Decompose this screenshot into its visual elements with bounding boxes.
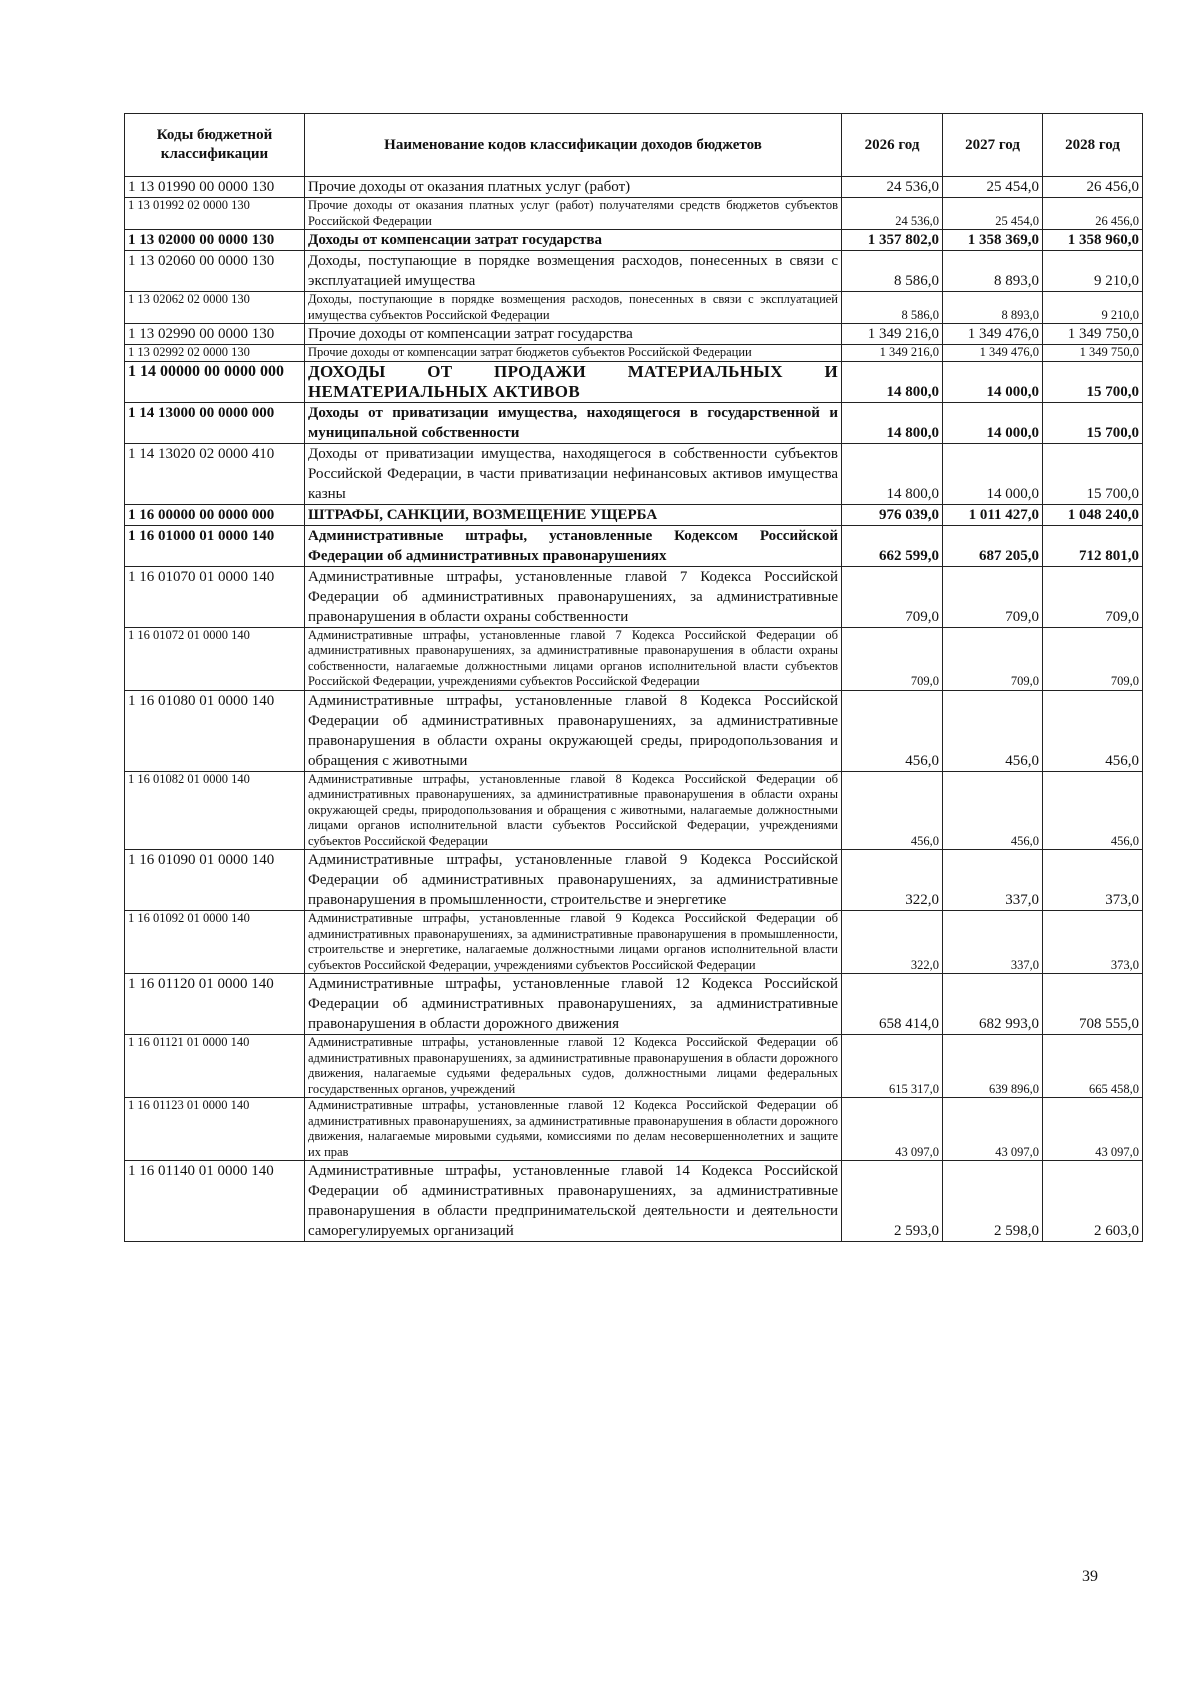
row-code: 1 16 01140 01 0000 140 [125, 1161, 305, 1242]
row-code: 1 16 01070 01 0000 140 [125, 566, 305, 627]
row-name: Административные штрафы, установленные главой 7 Кодекса Российской Федерации об административных правонарушениях, за административные правонарушения в области охраны собственности, налагаемые должностными лицами органов исполнительной власти субъектов Российской Федерации, учреждениями субъектов Российской Федерации [305, 627, 842, 690]
row-value-2028: 15 700,0 [1043, 402, 1143, 443]
row-name: ДОХОДЫ ОТ ПРОДАЖИ МАТЕРИАЛЬНЫХ И НЕМАТЕРИАЛЬНЫХ АКТИВОВ [305, 361, 842, 402]
row-value-2026: 456,0 [842, 690, 943, 771]
row-value-2028: 708 555,0 [1043, 974, 1143, 1035]
row-value-2026: 14 800,0 [842, 361, 943, 402]
table-row [125, 690, 1143, 771]
table-row [125, 566, 1143, 627]
row-code: 1 16 01121 01 0000 140 [125, 1035, 305, 1098]
row-code: 1 16 00000 00 0000 000 [125, 504, 305, 525]
row-code: 1 16 01000 01 0000 140 [125, 525, 305, 566]
row-name: Прочие доходы от оказания платных услуг (работ) получателями средств бюджетов субъектов Российской Федерации [305, 198, 842, 230]
row-value-2027: 14 000,0 [943, 361, 1043, 402]
row-value-2028: 456,0 [1043, 771, 1143, 850]
row-value-2027: 337,0 [943, 911, 1043, 974]
row-value-2026: 24 536,0 [842, 177, 943, 198]
row-value-2027: 1 349 476,0 [943, 324, 1043, 345]
row-value-2027: 709,0 [943, 627, 1043, 690]
row-value-2027: 14 000,0 [943, 402, 1043, 443]
row-value-2026: 8 586,0 [842, 251, 943, 292]
table-header-row [125, 114, 1143, 177]
row-name: Административные штрафы, установленные главой 9 Кодекса Российской Федерации об административных правонарушениях, за административные правонарушения в промышленности, строительстве и энергетике, налагаемые должностными лицами органов исполнительной власти субъектов Российской Федерации, учреждениями субъектов Российской Федерации [305, 911, 842, 974]
row-value-2027: 682 993,0 [943, 974, 1043, 1035]
table-row [125, 251, 1143, 292]
row-name: Административные штрафы, установленные главой 12 Кодекса Российской Федерации об административных правонарушениях, за административные правонарушения в области дорожного движения, налагаемые мировыми судьями, комиссиями по делам несовершеннолетних и защите их прав [305, 1098, 842, 1161]
row-value-2027: 639 896,0 [943, 1035, 1043, 1098]
row-name: Административные штрафы, установленные главой 8 Кодекса Российской Федерации об административных правонарушениях, за административные правонарушения в области охраны окружающей среды, природопользования и обращения с животными [305, 690, 842, 771]
table-row [125, 361, 1143, 402]
row-value-2028: 712 801,0 [1043, 525, 1143, 566]
table-row [125, 850, 1143, 911]
row-name: Доходы, поступающие в порядке возмещения расходов, понесенных в связи с эксплуатацией имущества субъектов Российской Федерации [305, 292, 842, 324]
row-value-2027: 8 893,0 [943, 292, 1043, 324]
row-code: 1 16 01123 01 0000 140 [125, 1098, 305, 1161]
row-value-2026: 976 039,0 [842, 504, 943, 525]
row-code: 1 14 13020 02 0000 410 [125, 443, 305, 504]
row-code: 1 16 01082 01 0000 140 [125, 771, 305, 850]
row-value-2026: 43 097,0 [842, 1098, 943, 1161]
row-code: 1 14 13000 00 0000 000 [125, 402, 305, 443]
row-value-2027: 456,0 [943, 690, 1043, 771]
row-code: 1 13 02992 02 0000 130 [125, 345, 305, 362]
row-code: 1 16 01072 01 0000 140 [125, 627, 305, 690]
row-value-2026: 658 414,0 [842, 974, 943, 1035]
row-value-2028: 9 210,0 [1043, 292, 1143, 324]
table-row [125, 324, 1143, 345]
page-number: 39 [1082, 1568, 1098, 1585]
row-value-2027: 14 000,0 [943, 443, 1043, 504]
table-row [125, 525, 1143, 566]
table-row [125, 1035, 1143, 1098]
table-row [125, 443, 1143, 504]
row-value-2026: 8 586,0 [842, 292, 943, 324]
row-value-2026: 2 593,0 [842, 1161, 943, 1242]
row-value-2026: 1 357 802,0 [842, 230, 943, 251]
header-code: Коды бюджетной классификации [125, 114, 305, 177]
row-value-2028: 26 456,0 [1043, 198, 1143, 230]
row-value-2028: 9 210,0 [1043, 251, 1143, 292]
row-value-2028: 709,0 [1043, 566, 1143, 627]
row-name: ШТРАФЫ, САНКЦИИ, ВОЗМЕЩЕНИЕ УЩЕРБА [305, 504, 842, 525]
row-value-2027: 1 349 476,0 [943, 345, 1043, 362]
table-row [125, 230, 1143, 251]
row-value-2028: 373,0 [1043, 850, 1143, 911]
row-code: 1 16 01120 01 0000 140 [125, 974, 305, 1035]
row-value-2026: 1 349 216,0 [842, 324, 943, 345]
row-code: 1 14 00000 00 0000 000 [125, 361, 305, 402]
row-value-2026: 456,0 [842, 771, 943, 850]
table-row [125, 627, 1143, 690]
row-name: Доходы от приватизации имущества, находящегося в государственной и муниципальной собственности [305, 402, 842, 443]
row-name: Прочие доходы от компенсации затрат бюджетов субъектов Российской Федерации [305, 345, 842, 362]
row-value-2026: 709,0 [842, 566, 943, 627]
header-2026: 2026 год [842, 114, 943, 177]
header-name: Наименование кодов классификации доходов бюджетов [305, 114, 842, 177]
row-value-2027: 709,0 [943, 566, 1043, 627]
row-value-2028: 43 097,0 [1043, 1098, 1143, 1161]
table-row [125, 345, 1143, 362]
row-code: 1 13 01990 00 0000 130 [125, 177, 305, 198]
row-value-2027: 43 097,0 [943, 1098, 1043, 1161]
budget-revenue-table [124, 113, 1143, 1242]
table-row [125, 1161, 1143, 1242]
row-value-2026: 1 349 216,0 [842, 345, 943, 362]
row-value-2026: 709,0 [842, 627, 943, 690]
row-value-2028: 456,0 [1043, 690, 1143, 771]
row-value-2027: 337,0 [943, 850, 1043, 911]
table-row [125, 292, 1143, 324]
row-name: Доходы от компенсации затрат государства [305, 230, 842, 251]
row-value-2028: 1 349 750,0 [1043, 345, 1143, 362]
row-value-2026: 615 317,0 [842, 1035, 943, 1098]
row-code: 1 16 01092 01 0000 140 [125, 911, 305, 974]
table-row [125, 974, 1143, 1035]
table-row [125, 177, 1143, 198]
row-value-2026: 24 536,0 [842, 198, 943, 230]
row-value-2028: 1 048 240,0 [1043, 504, 1143, 525]
row-code: 1 16 01090 01 0000 140 [125, 850, 305, 911]
row-value-2028: 1 358 960,0 [1043, 230, 1143, 251]
row-name: Административные штрафы, установленные главой 9 Кодекса Российской Федерации об административных правонарушениях, за административные правонарушения в промышленности, строительстве и энергетике [305, 850, 842, 911]
table-row [125, 402, 1143, 443]
row-value-2028: 665 458,0 [1043, 1035, 1143, 1098]
row-value-2028: 373,0 [1043, 911, 1143, 974]
row-code: 1 13 01992 02 0000 130 [125, 198, 305, 230]
row-value-2027: 8 893,0 [943, 251, 1043, 292]
row-value-2028: 26 456,0 [1043, 177, 1143, 198]
row-value-2027: 2 598,0 [943, 1161, 1043, 1242]
row-value-2026: 322,0 [842, 850, 943, 911]
row-name: Административные штрафы, установленные главой 8 Кодекса Российской Федерации об административных правонарушениях, за административные правонарушения в области охраны окружающей среды, природопользования и обращения с животными, налагаемые должностными лицами органов исполнительной власти субъектов Российской Федерации, учреждениями субъектов Российской Федерации [305, 771, 842, 850]
row-code: 1 16 01080 01 0000 140 [125, 690, 305, 771]
row-name: Административные штрафы, установленные главой 12 Кодекса Российской Федерации об административных правонарушениях, за административные правонарушения в области дорожного движения, налагаемые судьями федеральных судов, должностными лицами федеральных государственных органов, учреждений [305, 1035, 842, 1098]
row-name: Административные штрафы, установленные главой 14 Кодекса Российской Федерации об административных правонарушениях, за административные правонарушения в области предпринимательской деятельности и деятельности саморегулируемых организаций [305, 1161, 842, 1242]
row-value-2027: 456,0 [943, 771, 1043, 850]
table-row [125, 198, 1143, 230]
row-value-2028: 15 700,0 [1043, 443, 1143, 504]
row-value-2026: 14 800,0 [842, 443, 943, 504]
row-value-2028: 15 700,0 [1043, 361, 1143, 402]
row-value-2027: 25 454,0 [943, 177, 1043, 198]
row-name: Доходы, поступающие в порядке возмещения расходов, понесенных в связи с эксплуатацией имущества [305, 251, 842, 292]
row-code: 1 13 02000 00 0000 130 [125, 230, 305, 251]
row-value-2027: 687 205,0 [943, 525, 1043, 566]
row-value-2026: 322,0 [842, 911, 943, 974]
row-code: 1 13 02990 00 0000 130 [125, 324, 305, 345]
row-code: 1 13 02062 02 0000 130 [125, 292, 305, 324]
table-row [125, 1098, 1143, 1161]
row-value-2026: 662 599,0 [842, 525, 943, 566]
row-value-2027: 1 011 427,0 [943, 504, 1043, 525]
row-value-2026: 14 800,0 [842, 402, 943, 443]
row-value-2028: 2 603,0 [1043, 1161, 1143, 1242]
row-name: Административные штрафы, установленные главой 7 Кодекса Российской Федерации об административных правонарушениях, за административные правонарушения в области охраны собственности [305, 566, 842, 627]
row-value-2028: 1 349 750,0 [1043, 324, 1143, 345]
row-value-2028: 709,0 [1043, 627, 1143, 690]
row-name: Прочие доходы от компенсации затрат государства [305, 324, 842, 345]
row-value-2027: 25 454,0 [943, 198, 1043, 230]
table-row [125, 771, 1143, 850]
header-2028: 2028 год [1043, 114, 1143, 177]
row-name: Прочие доходы от оказания платных услуг (работ) [305, 177, 842, 198]
header-2027: 2027 год [943, 114, 1043, 177]
row-code: 1 13 02060 00 0000 130 [125, 251, 305, 292]
row-value-2027: 1 358 369,0 [943, 230, 1043, 251]
row-name: Доходы от приватизации имущества, находящегося в собственности субъектов Российской Федерации, в части приватизации нефинансовых активов имущества казны [305, 443, 842, 504]
table-row [125, 911, 1143, 974]
row-name: Административные штрафы, установленные Кодексом Российской Федерации об административных правонарушениях [305, 525, 842, 566]
row-name: Административные штрафы, установленные главой 12 Кодекса Российской Федерации об административных правонарушениях, за административные правонарушения в области дорожного движения [305, 974, 842, 1035]
table-row [125, 504, 1143, 525]
